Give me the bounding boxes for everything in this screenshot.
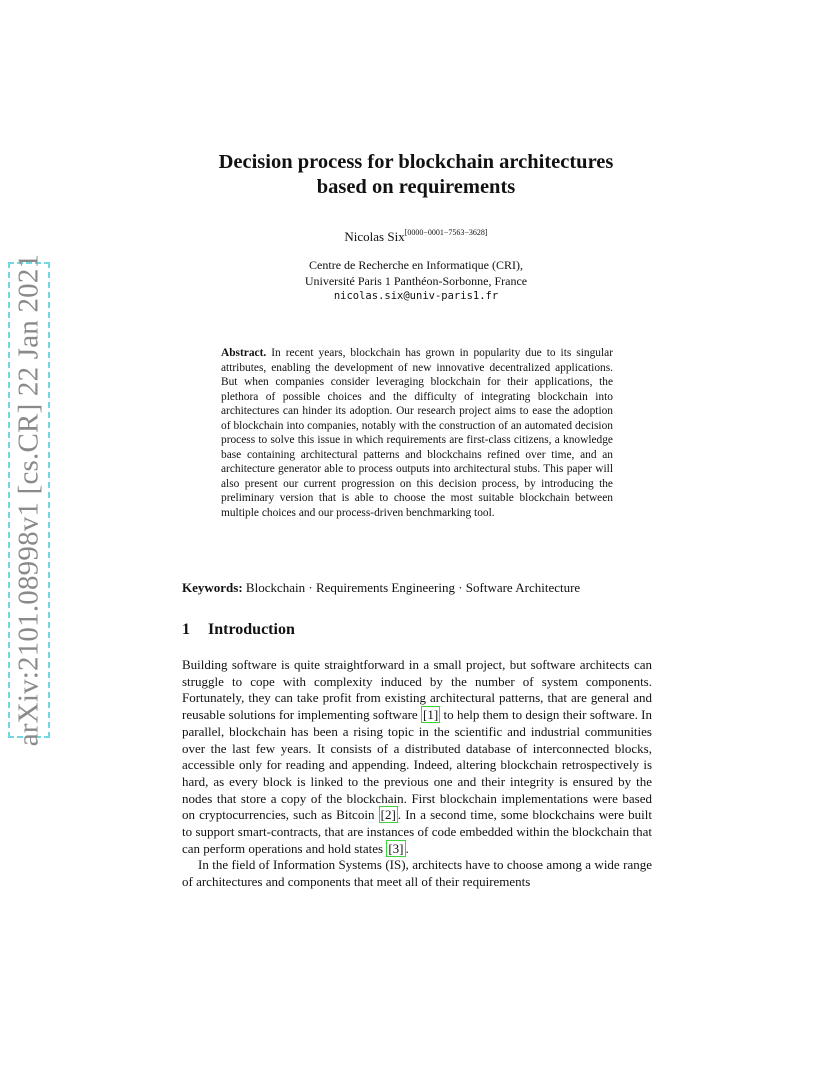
author-email[interactable]: nicolas.six@univ-paris1.fr	[333, 290, 499, 302]
section-body	[182, 657, 652, 891]
keywords-text: Blockchain · Requirements Engineering · Software Architecture	[245, 580, 581, 595]
affiliation	[150, 258, 682, 305]
paragraph-text: .	[405, 840, 409, 856]
paragraph	[182, 657, 652, 857]
section-heading	[182, 621, 295, 639]
citation-number[interactable]: 1	[427, 707, 434, 723]
paper-title	[150, 150, 682, 200]
citation-link[interactable]: [3]	[388, 840, 404, 856]
citation-number[interactable]: 2	[384, 807, 392, 823]
citation-link[interactable]: [1]	[423, 707, 439, 723]
author	[150, 228, 682, 245]
keywords	[182, 580, 652, 596]
section-title: Introduction	[208, 621, 295, 638]
author-name: Nicolas Six	[344, 229, 405, 244]
abstract-text: In recent years, blockchain has grown in popularity due to its singular attributes, enabling the development of new innovative decentralized applications. But when companies consider leveraging blockchain for their applications, the plethora of possible choices and the difficulty of integrating blockchain into architectures can hinder its adoption. Our research project aims to ease the adoption of blockchain into companies, notably with the construction of an automated decision process to solve this issue in which requirements are first-class citizens, a knowledge base containing architectural patterns and blockchains refined over time, and an architecture generator able to process outputs into architectural stubs. This paper will also present our current progression on this decision process, by introducing the preliminary version that is able to choose the most suitable blockchain between multiple choices and our process-driven benchmarking tool.	[221, 347, 613, 520]
arxiv-id[interactable]: arXiv:2101.08998v1 [cs.CR] 22 Jan 2021	[12, 253, 45, 747]
affiliation-line-1: Centre de Recherche en Informatique (CRI),	[309, 258, 523, 272]
keywords-label: Keywords:	[182, 580, 243, 595]
title-line-2: based on requirements	[316, 176, 516, 198]
section-number: 1	[182, 621, 190, 638]
paragraph-text: Building software is quite straightforward in a small project, but software architects can struggle to cope with complexity induced by the number of system components. Fortunately, they can take profit from existing architectural patterns, that are general and reusable solutions for implementing software	[182, 657, 652, 723]
author-orcid[interactable]: [0000−0001−7563−3628]	[404, 228, 488, 237]
citation-number[interactable]: 3	[392, 840, 400, 856]
paragraph-text: . In a second time, some blockchains were built to support smart-contracts, that are instances of code embedded within the blockchain that can perform operations and hold states	[182, 807, 652, 856]
abstract	[221, 346, 613, 521]
abstract-label: Abstract.	[221, 347, 267, 359]
citation-link[interactable]: [2]	[380, 807, 396, 823]
affiliation-line-2: Université Paris 1 Panthéon-Sorbonne, France	[304, 273, 528, 288]
title-line-1: Decision process for blockchain architectures	[218, 151, 614, 173]
paragraph-text: to help them to design their software. In parallel, blockchain has been a rising topic in the scientific and industrial communities over the last few years. It consists of a distributed database of interconnected blocks, accessible only for reading and appending. Indeed, altering blockchain retrospectively is hard, as every block is linked to the previous one and their integrity is ensured by the nodes that store a copy of the blockchain. First blockchain implementations were based on cryptocurrencies, such as Bitcoin	[182, 707, 652, 823]
arxiv-stamp	[8, 253, 50, 747]
paragraph: In the field of Information Systems (IS), architects have to choose among a wide range of architectures and components that meet all of their requirements	[182, 857, 652, 890]
